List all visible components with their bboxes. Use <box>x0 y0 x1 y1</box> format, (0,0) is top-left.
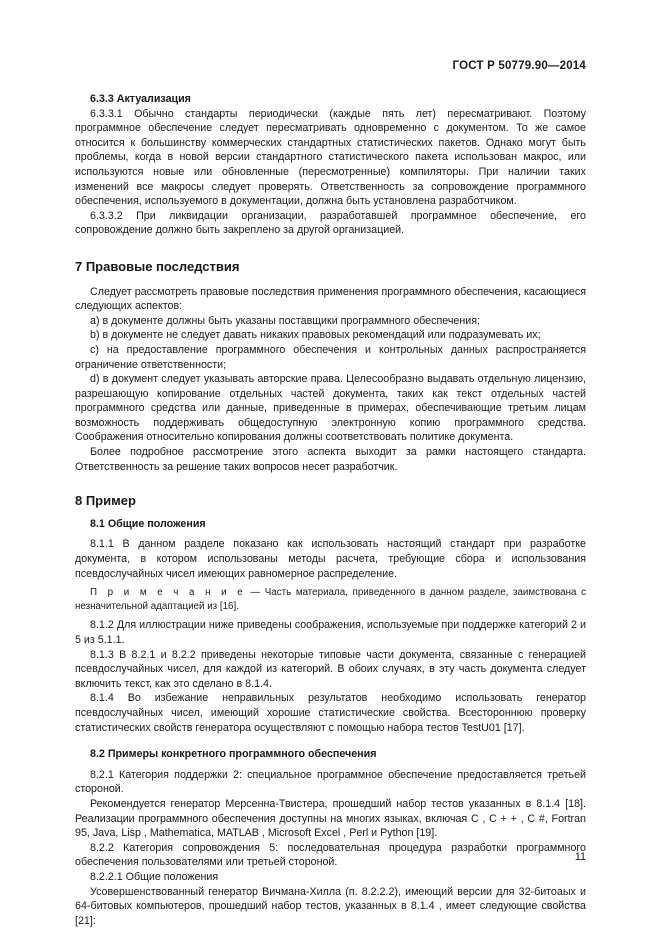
paragraph-8-2-2: 8.2.2 Категория сопровождения 5: последовательная процедура разработки программного обеспечения пользователями или третьей стороной. <box>75 841 586 869</box>
paragraph-6-3-3-2: 6.3.3.2 При ликвидации организации, разработавшей программное обеспечение, его сопровождение должно быть закреплено за другой организацией. <box>75 209 586 237</box>
section-8-title: 8 Пример <box>75 493 136 509</box>
list-item-b: b) в документе не следует давать никаких правовых рекомендаций или подразумевать их; <box>90 329 541 342</box>
list-item-d: d) в документ следует указывать авторские права. Целесообразно выдавать отдельную лицензию, разрешающую копирование отдельных частей документа, таких как текст отдельных частей программного средства или данные, приведенные в примерах, обеспечивающие третьим лицам возможность поддерживать общедоступную электронную копию программного средства. Соображения относительно копирования должны соответствовать политике документа. <box>75 373 586 444</box>
paragraph-8-2-2-1-title: 8.2.2.1 Общие положения <box>90 870 219 883</box>
page-number: 11 <box>574 851 586 863</box>
section-8-1-title: 8.1 Общие положения <box>90 517 206 530</box>
note <box>75 586 586 613</box>
standard-code-header: ГОСТ Р 50779.90—2014 <box>452 60 586 72</box>
paragraph-8-1-1: 8.1.1 В данном разделе показано как использовать настоящий стандарт при разработке документа, в котором использованы методы расчета, требующие сбора и использования псевдослучайных чисел имеющих равномерное распределение. <box>75 538 586 580</box>
list-item-a: а) в документе должны быть указаны поставщики программного обеспечения; <box>90 314 480 327</box>
list-item-c: c) на предоставление программного обеспечения и контрольных данных распространяется ограничение ответственности; <box>75 343 586 371</box>
paragraph-8-2-1: 8.2.1 Категория поддержки 2: специальное программное обеспечение предоставляется третьей стороной. <box>75 768 586 796</box>
paragraph-8-2-1-recommendation: Рекомендуется генератор Мерсенна-Твистера, прошедший набор тестов указанных в 8.1.4 [18]. Реализации программного обеспечения доступны на многих языках, включая C , C + + , C #, Fortran 95, Java, Lisp , Mathematica, MATLAB , Microsoft Excel , Perl и Python [19]. <box>75 797 586 840</box>
section-6-3-3-title: 6.3.3 Актуализация <box>90 93 191 105</box>
section-8-2-title: 8.2 Примеры конкретного программного обеспечения <box>90 748 377 761</box>
paragraph-8-1-3: 8.1.3 В 8.2.1 и 8.2.2 приведены некоторые типовые части документа, связанные с генерацией псевдослучайных чисел, для каждой из категорий. В обоих случаях, в эту часть документа следует включить текст, как это сделано в 8.1.4. <box>75 648 586 690</box>
paragraph-6-3-3-1: 6.3.3.1 Обычно стандарты периодически (каждые пять лет) пересматривают. Поэтому программное обеспечение следует пересматривать одновременно с документом. То же самое относится к большинству коммерческих стандартных статистических пакетов. Однако могут быть проблемы, когда в новой версии стандартного статистического пакета использован макрос, или используются новые или обновленные (пересмотренные) компиляторы. При наличии таких изменений все макросы следует проверять. Ответственность за сопровождение программного обеспечения, используемого в документации, должна быть установлена разработчиком. <box>75 107 586 208</box>
paragraph-7-more: Более подробное рассмотрение этого аспекта выходит за рамки настоящего стандарта. Ответственность за решение таких вопросов несет разработчик. <box>75 446 586 473</box>
paragraph-7-intro: Следует рассмотреть правовые последствия применения программного обеспечения, касающиеся следующих аспектов: <box>75 285 586 313</box>
note-label: П р и м е ч а н и е <box>90 587 246 599</box>
paragraph-8-2-2-1: Усовершенствованный генератор Вичмана-Хилла (п. 8.2.2.2), имеющий версии для 32-битоаых и 64-битовых компьютеров, прошедший набор тестов, указанных в 8.1.4 , имеет следующие свойства [21]: <box>75 885 586 927</box>
paragraph-8-1-4: 8.1.4 Во избежание неправильных результатов необходимо использовать генератор псевдослучайных чисел, имеющий хорошие статистические свойства. Всестороннюю проверку статистических свойств генератора осуществляют с помощью набора тестов TestU01 [17]. <box>75 692 586 734</box>
page-content <box>75 92 586 928</box>
section-7-title: 7 Правовые последствия <box>75 258 240 274</box>
note-text: — Часть материала, приведенного в данном разделе, заимствована с незначительной адаптацией из [16]. <box>75 587 586 612</box>
paragraph-8-1-2: 8.1.2 Для иллюстрации ниже приведены соображения, используемые при поддержке категорий 2 и 5 из 5.1.1. <box>75 619 586 646</box>
